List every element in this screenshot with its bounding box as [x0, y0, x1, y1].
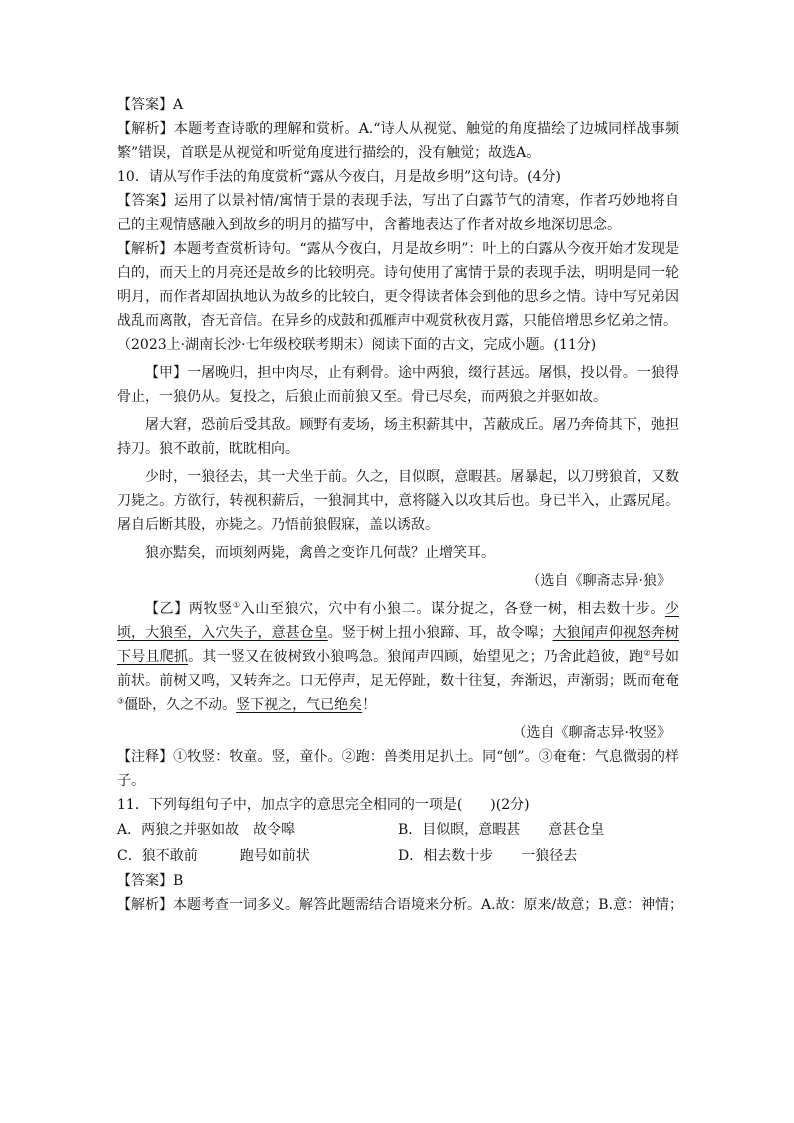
yi-text-f: 僵卧，久之不动。: [124, 697, 237, 713]
yi-text-c: 。竖于树上扭小狼蹄、耳，故令嗥；: [327, 625, 553, 641]
underlined-sentence-1: 少顷，大狼至，入穴失子，意甚仓皇: [117, 601, 680, 641]
yi-text-a: 【乙】两牧竖: [145, 601, 233, 617]
underlined-sentence-2: 大狼闻声仰视怒奔树下号且爬抓: [117, 625, 680, 665]
footnote-marker-1: ①: [232, 600, 241, 610]
footnote-marker-3: ③: [117, 696, 125, 706]
q11-option-c: C．狼不敢前 跑号如前状: [117, 848, 310, 864]
q11-question: 11．下列每组句子中，加点字的意思完全相同的一项是( )(2分): [117, 797, 530, 813]
q11-option-d: D．相去数十步 一狼径去: [398, 848, 578, 864]
q11-option-a: A．两狼之并驱如故 故令嗥: [117, 822, 296, 838]
q11-options-row-2: [117, 843, 679, 869]
q11-option-b: B．目似瞑，意暇甚 意甚仓皇: [398, 822, 605, 838]
passage-yi-paragraph: [117, 597, 679, 717]
q11-options-row-1: [117, 817, 679, 843]
passage-jia-paragraph-3: 少时，一狼径去，其一犬坐于前。久之，目似瞑，意暇甚。屠暴起，以刀劈狼首，又数刀毙之。方欲行，转视积薪后，一狼洞其中，意将隧入以攻其后也。身已半入，止露尻尾。屠自后断其股，亦毙之。乃悟前狼假寐，盖以诱敌。: [117, 469, 679, 533]
q10-question: 10．请从写作手法的角度赏析“露从今夜白，月是故乡明”这句诗。(4分): [117, 169, 561, 185]
document-page: [117, 93, 684, 917]
yi-text-e: 号如前状。前树又鸣，又转奔之。口无停声，足无停趾，数十往复，奔渐迟，声渐弱；既而奄奄: [117, 649, 680, 689]
q11-answer: 【答案】B: [117, 873, 184, 889]
passage-intro: （2023上·湖南长沙·七年级校联考期末）阅读下面的古文，完成小题。(11分): [117, 337, 597, 353]
q9-answer: 【答案】A: [117, 97, 184, 113]
passage-jia-paragraph-4: 狼亦黠矣，而顷刻两毙，禽兽之变诈几何哉？止增笑耳。: [145, 545, 495, 561]
q10-answer: 【答案】运用了以景衬情/寓情于景的表现手法，写出了白露节气的清寒，作者巧妙地将自己的主观情感融入到故乡的明月的描写中，含蓄地表达了作者对故乡地深切思念。: [117, 193, 679, 233]
underlined-sentence-3: 竖下视之，气已绝矣: [236, 697, 363, 713]
passage-yi-source: （选自《聊斋志异·牧竖》: [512, 725, 671, 741]
footnote-marker-2: ②: [643, 648, 651, 658]
yi-text-g: ！: [362, 697, 377, 713]
passage-jia-paragraph-1: 【甲】一屠晚归，担中肉尽，止有剩骨。途中两狼，缀行甚远。屠惧，投以骨。一狼得骨止，一狼仍从。复投之，后狼止而前狼又至。骨已尽矣，而两狼之并驱如故。: [117, 365, 679, 405]
yi-text-d: 。其一竖又在彼树致小狼鸣急。狼闻声四顾，始望见之；乃舍此趋彼，跑: [188, 649, 644, 665]
q10-analysis: 【解析】本题考查赏析诗句。“露从今夜白，月是故乡明”：叶上的白露从今夜开始才发现是白的，而天上的月亮还是故乡的比较明亮。诗句使用了寓情于景的表现手法，明明是同一轮明月，而作者却固执地认为故乡的比较白，更令得读者体会到他的思乡之情。诗中写兄弟因战乱而离散，杳无音信。在异乡的戍鼓和孤雁声中观赏秋夜月露，只能倍增思乡忆弟之情。: [117, 241, 679, 329]
passage-jia-paragraph-2: 屠大窘，恐前后受其敌。顾野有麦场，场主积薪其中，苫蔽成丘。屠乃奔倚其下，弛担持刀。狼不敢前，眈眈相向。: [117, 417, 679, 457]
yi-text-b: 入山至狼穴，穴中有小狼二。谋分捉之，各登一树，相去数十步。: [240, 601, 666, 617]
q9-analysis: 【解析】本题考查诗歌的理解和赏析。A.“诗人从视觉、触觉的角度描绘了边城同样战事频繁”错误，首联是从视觉和听觉角度进行描绘的，没有触觉；故选A。: [117, 121, 679, 161]
passage-jia-source: （选自《聊斋志异·狼》: [526, 573, 671, 589]
passage-notes: 【注释】①牧竖：牧童。竖，童仆。②跑：兽类用足扒土。同“刨”。③奄奄：气息微弱的样子。: [117, 749, 679, 789]
q11-analysis: 【解析】本题考查一词多义。解答此题需结合语境来分析。A.故：原来/故意；B.意：神情；: [117, 897, 684, 913]
